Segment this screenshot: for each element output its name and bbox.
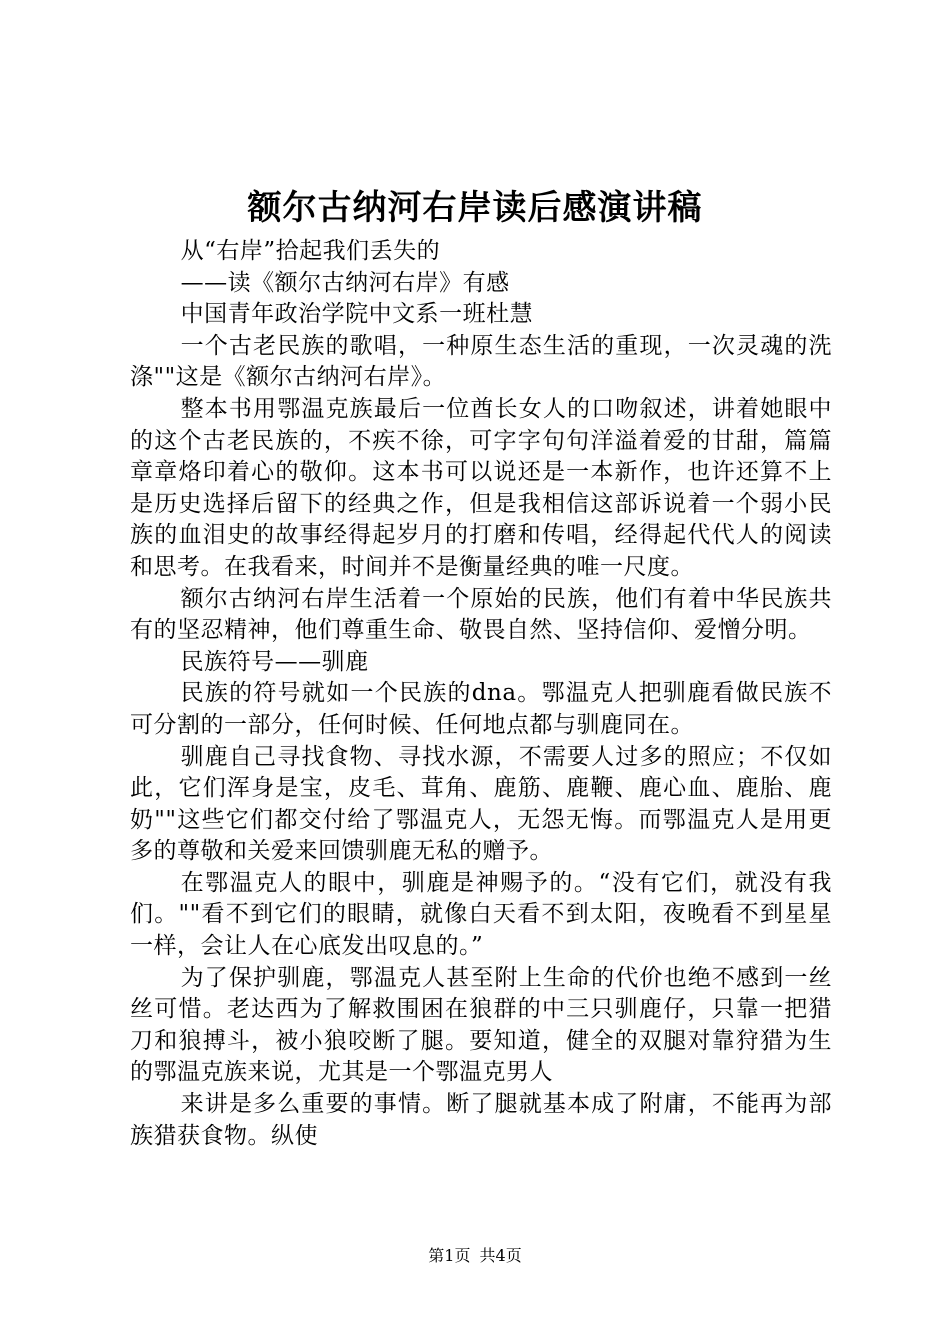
paragraph-subtitle-2: ——读《额尔古纳河右岸》有感 (180, 269, 510, 296)
paragraph: 整本书用鄂温克族最后一位酋长女人的口吻叙述，讲着她眼中的这个古老民族的，不疾不徐，可字字句句洋溢着爱的甘甜，篇篇章章烙印着心的敬仰。这本书可以说还是一本新作，也许还算不上是历史选择后留下的经典之作，但是我相信这部诉说着一个弱小民族的血泪史的故事经得起岁月的打磨和传唱，经得起代代人的阅读和思考。在我看来，时间并不是衡量经典的唯一尺度。 (130, 395, 832, 580)
paragraph: 民族的符号就如一个民族的dna。鄂温克人把驯鹿看做民族不可分割的一部分，任何时候、任何地点都与驯鹿同在。 (130, 680, 832, 738)
paragraph: 驯鹿自己寻找食物、寻找水源，不需要人过多的照应；不仅如此，它们浑身是宝，皮毛、茸角、鹿筋、鹿鞭、鹿心血、鹿胎、鹿奶""这些它们都交付给了鄂温克人，无怨无悔。而鄂温克人是用更多的尊敬和关爱来回馈驯鹿无私的赠予。 (130, 743, 832, 865)
section-heading: 民族符号——驯鹿 (180, 648, 369, 675)
page-total: 共4页 (479, 1246, 522, 1265)
paragraph-subtitle-1: 从“右岸”拾起我们丢失的 (180, 238, 441, 264)
paragraph-author: 中国青年政治学院中文系一班杜慧 (180, 301, 534, 328)
page-footer (0, 1244, 950, 1268)
page-number: 第1页 (428, 1246, 471, 1265)
paragraph: 额尔古纳河右岸生活着一个原始的民族，他们有着中华民族共有的坚忍精神，他们尊重生命、敬畏自然、坚持信仰、爱憎分明。 (130, 585, 832, 644)
paragraph: 一个古老民族的歌唱，一种原生态生活的重现，一次灵魂的洗涤""这是《额尔古纳河右岸》。 (130, 332, 832, 391)
paragraph: 在鄂温克人的眼中，驯鹿是神赐予的。“没有它们，就没有我们。""看不到它们的眼睛，就像白天看不到太阳，夜晚看不到星星一样，会让人在心底发出叹息的。” (130, 869, 832, 960)
paragraph: 来讲是多么重要的事情。断了腿就基本成了附庸，不能再为部族猎获食物。纵使 (130, 1091, 832, 1149)
document-body (130, 236, 832, 1152)
document-title: 额尔古纳河右岸读后感演讲稿 (247, 188, 703, 228)
paragraph: 为了保护驯鹿，鄂温克人甚至附上生命的代价也绝不感到一丝丝可惜。老达西为了解救围困在狼群的中三只驯鹿仔，只靠一把猎刀和狼搏斗，被小狼咬断了腿。要知道，健全的双腿对靠狩猎为生的鄂温克族来说，尤其是一个鄂温克男人 (130, 964, 832, 1086)
